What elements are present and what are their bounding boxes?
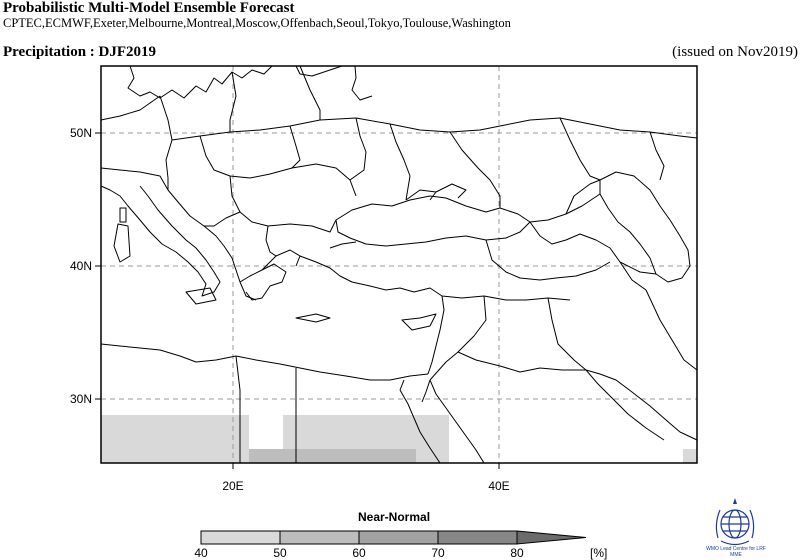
legend-tick-60: 60 xyxy=(352,546,366,560)
legend-swatch-80-plus xyxy=(517,531,586,544)
shade-region-40-50 xyxy=(101,415,249,463)
legend-tick-40: 40 xyxy=(194,546,208,560)
lat-label-30n: 30N xyxy=(69,392,92,406)
legend-swatch-70-80 xyxy=(438,531,517,544)
legend-tick-70: 70 xyxy=(431,546,445,560)
shade-region-40-50 xyxy=(683,449,697,463)
lat-label-40n: 40N xyxy=(69,259,92,273)
logo-caption: WMO Lead Centre for LRF MME xyxy=(706,546,766,558)
legend-tick-50: 50 xyxy=(273,546,287,560)
shade-region-50-60 xyxy=(249,449,416,463)
legend-colorbar xyxy=(201,531,586,544)
page-title: Probabilistic Multi-Model Ensemble Forecast xyxy=(3,0,295,16)
legend-swatch-40-50 xyxy=(201,531,280,544)
lon-label-40e: 40E xyxy=(488,479,510,493)
legend-swatch-60-70 xyxy=(359,531,438,544)
variable-period-label: Precipitation : DJF2019 xyxy=(3,44,157,60)
probability-shading xyxy=(101,415,697,463)
contributing-centres: CPTEC,ECMWF,Exeter,Melbourne,Montreal,Moscow,Offenbach,Seoul,Tokyo,Toulouse,Washington xyxy=(3,16,511,30)
legend-unit: [%] xyxy=(590,546,608,560)
legend-category: Near-Normal xyxy=(358,510,431,524)
lat-label-50n: 50N xyxy=(69,126,92,140)
legend-tick-80: 80 xyxy=(510,546,524,560)
issued-date: (issued on Nov2019) xyxy=(672,44,798,60)
coastlines-borders xyxy=(101,66,697,463)
legend-swatch-50-60 xyxy=(280,531,359,544)
lon-label-20e: 20E xyxy=(222,479,244,493)
